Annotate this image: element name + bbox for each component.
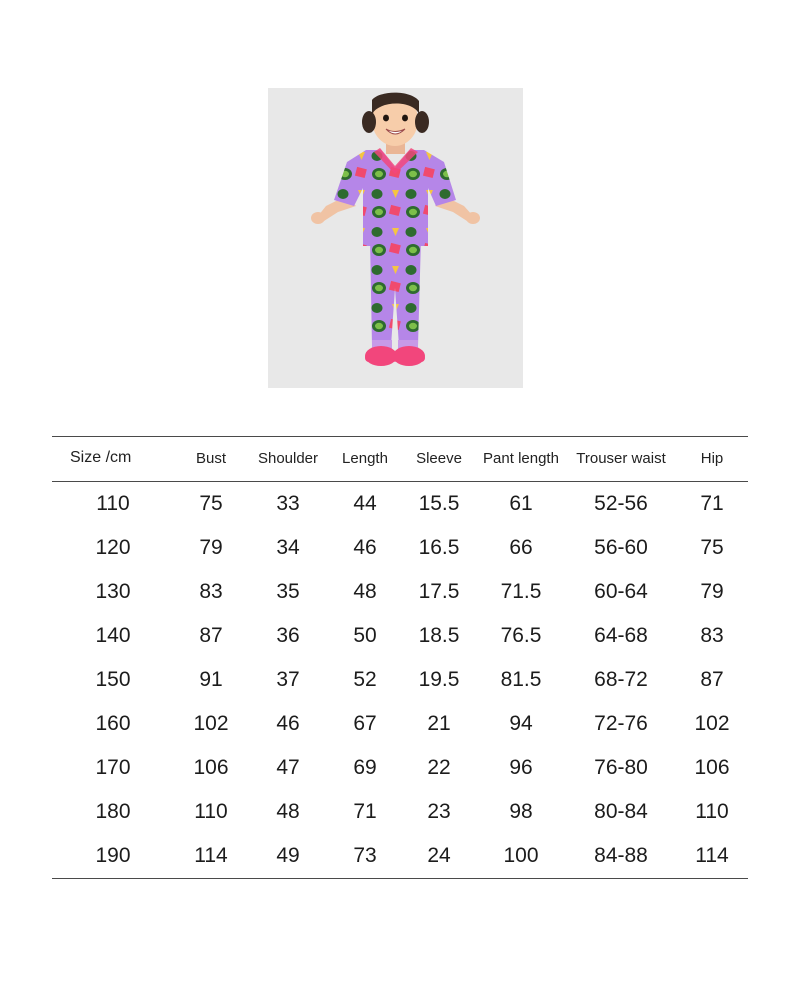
cell-size: 190 (52, 834, 174, 879)
cell-bust: 114 (174, 834, 248, 879)
cell-length: 46 (353, 536, 377, 559)
cell-bust: 87 (199, 624, 223, 647)
cell-pant-length: 81.5 (500, 668, 542, 691)
column-header-size: Size /cm (52, 437, 174, 482)
cell-hip: 79 (700, 580, 724, 603)
cell-pant-length: 96 (509, 756, 533, 779)
cell-sleeve: 19.5 (418, 668, 460, 691)
cell-hip: 71 (700, 492, 724, 515)
cell-sleeve: 18.5 (418, 624, 460, 647)
cell-trouser-waist: 56-60 (594, 536, 648, 559)
cell-hip: 106 (694, 756, 730, 779)
cell-bust: 91 (199, 668, 223, 691)
column-header-sleeve: Sleeve (402, 437, 476, 482)
table-head (52, 437, 748, 482)
cell-pant-length: 66 (509, 536, 533, 559)
column-header-hip: Hip (676, 437, 748, 482)
cell-trouser-waist: 76-80 (594, 756, 648, 779)
cell-shoulder: 36 (276, 624, 300, 647)
table-row (52, 790, 748, 834)
table-row (52, 570, 748, 614)
cell-shoulder: 46 (276, 712, 300, 735)
cell-shoulder: 48 (276, 800, 300, 823)
table-row (52, 702, 748, 746)
cell-length: 50 (353, 624, 377, 647)
cell-size: 110 (96, 492, 130, 515)
cell-hip: 87 (700, 668, 724, 691)
cell-hip: 75 (700, 536, 724, 559)
cell-length: 48 (353, 580, 377, 603)
cell-shoulder: 34 (276, 536, 300, 559)
column-header-length: Length (328, 437, 402, 482)
cell-size: 160 (95, 712, 131, 735)
cell-hip: 114 (676, 834, 748, 879)
cell-trouser-waist: 68-72 (594, 668, 648, 691)
cell-trouser-waist: 60-64 (594, 580, 648, 603)
cell-length: 69 (353, 756, 377, 779)
cell-shoulder: 37 (276, 668, 300, 691)
cell-size: 170 (95, 756, 131, 779)
column-header-trouser-waist: Trouser waist (566, 437, 676, 482)
cell-sleeve: 15.5 (418, 492, 460, 515)
table-row (52, 834, 748, 879)
cell-trouser-waist: 64-68 (594, 624, 648, 647)
table-row (52, 614, 748, 658)
cell-sleeve: 23 (427, 800, 451, 823)
cell-shoulder: 47 (276, 756, 300, 779)
table-row (52, 658, 748, 702)
cell-bust: 83 (199, 580, 223, 603)
column-header-shoulder: Shoulder (248, 437, 328, 482)
cell-size: 120 (95, 536, 131, 559)
cell-pant-length: 100 (476, 834, 566, 879)
cell-bust: 110 (194, 800, 228, 823)
cell-trouser-waist: 52-56 (594, 492, 648, 515)
cell-sleeve: 16.5 (418, 536, 460, 559)
cell-bust: 79 (199, 536, 223, 559)
cell-sleeve: 24 (402, 834, 476, 879)
cell-length: 67 (353, 712, 377, 735)
cell-sleeve: 21 (427, 712, 451, 735)
cell-size: 140 (95, 624, 131, 647)
cell-hip: 102 (694, 712, 730, 735)
cell-trouser-waist: 80-84 (594, 800, 648, 823)
table-header-row (52, 437, 748, 482)
size-table-container (52, 436, 748, 879)
table-row (52, 746, 748, 790)
cell-bust: 106 (193, 756, 229, 779)
product-illustration (268, 88, 523, 388)
cell-length: 73 (328, 834, 402, 879)
cell-size: 180 (95, 800, 131, 823)
cell-length: 44 (353, 492, 377, 515)
cell-pant-length: 76.5 (500, 624, 542, 647)
cell-pant-length: 94 (509, 712, 533, 735)
cell-sleeve: 22 (427, 756, 451, 779)
column-header-pant-length: Pant length (476, 437, 566, 482)
cell-trouser-waist: 84-88 (566, 834, 676, 879)
cell-pant-length: 61 (509, 492, 533, 515)
cell-shoulder: 33 (276, 492, 300, 515)
cell-pant-length: 71.5 (500, 580, 542, 603)
product-image (268, 88, 523, 388)
cell-trouser-waist: 72-76 (594, 712, 648, 735)
cell-shoulder: 49 (248, 834, 328, 879)
size-table (52, 436, 748, 879)
table-row (52, 482, 748, 527)
cell-shoulder: 35 (276, 580, 300, 603)
cell-pant-length: 98 (509, 800, 533, 823)
cell-sleeve: 17.5 (418, 580, 460, 603)
cell-hip: 83 (700, 624, 724, 647)
table-row (52, 526, 748, 570)
cell-bust: 102 (193, 712, 229, 735)
column-header-bust: Bust (174, 437, 248, 482)
table-body (52, 482, 748, 879)
cell-bust: 75 (199, 492, 223, 515)
cell-length: 52 (353, 668, 377, 691)
cell-size: 130 (95, 580, 131, 603)
cell-size: 150 (95, 668, 131, 691)
cell-hip: 110 (695, 800, 729, 823)
cell-length: 71 (353, 800, 377, 823)
